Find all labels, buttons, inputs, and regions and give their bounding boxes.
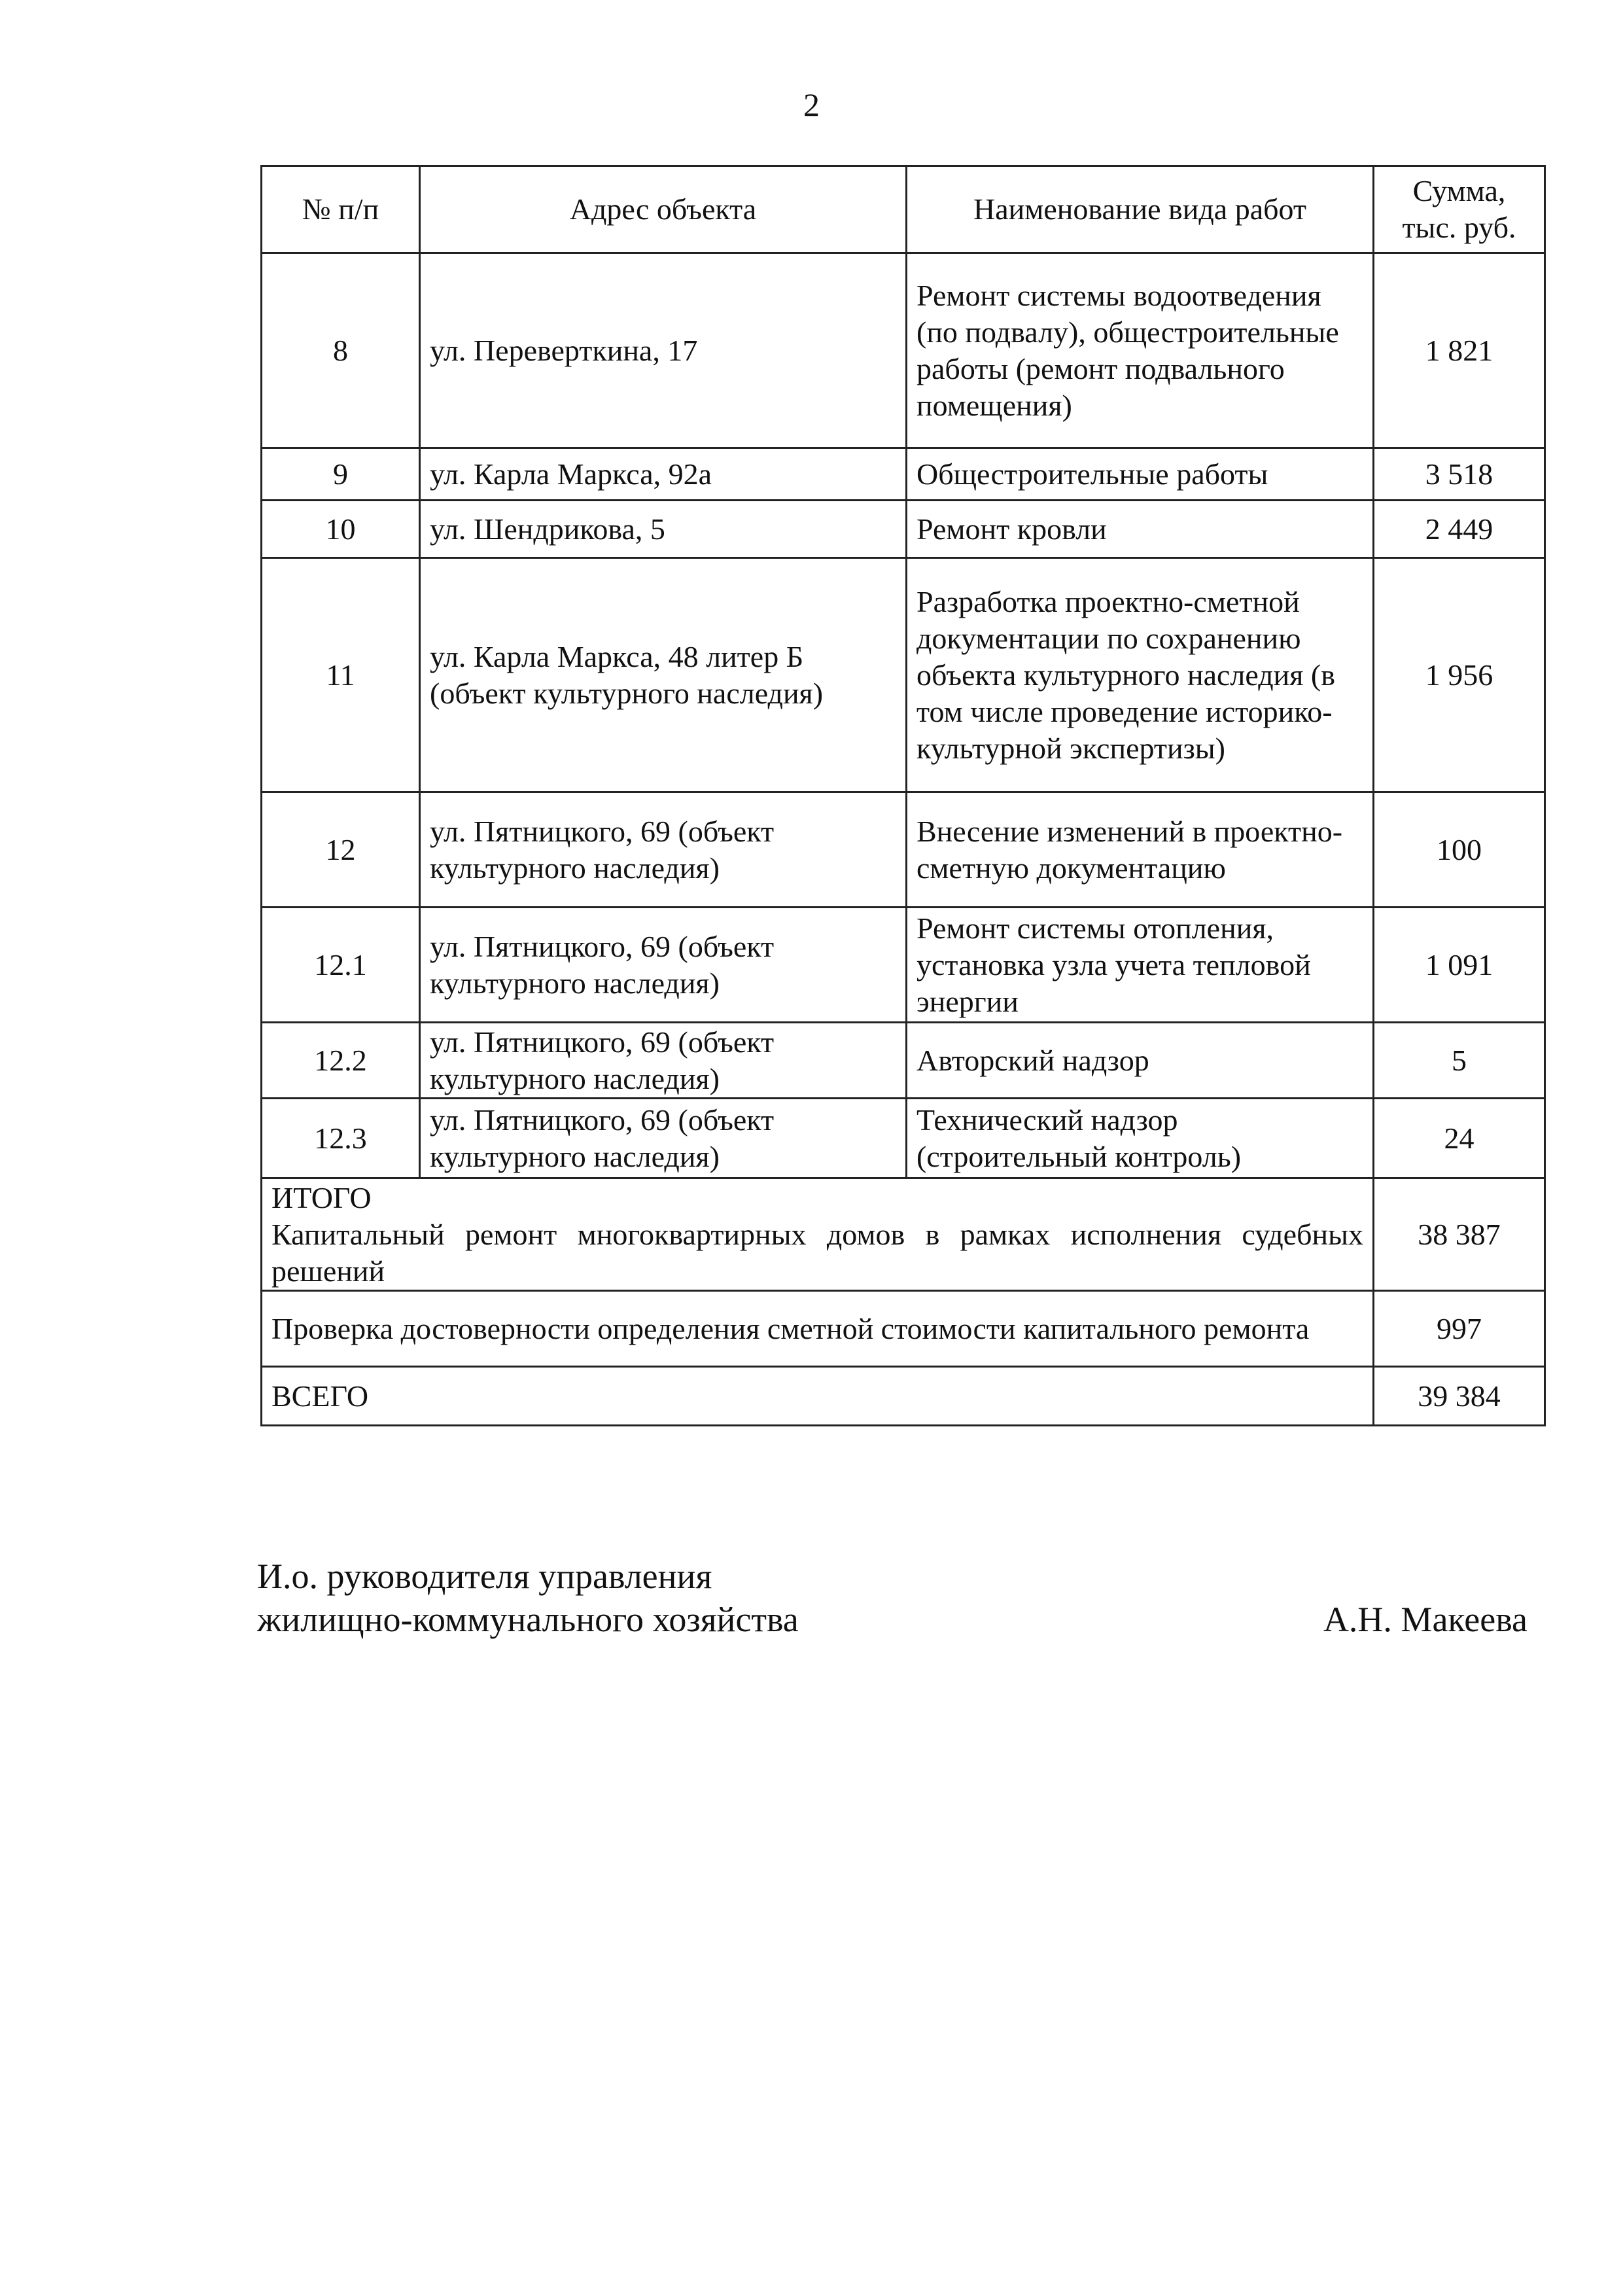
row-address: ул. Шендрикова, 5 (420, 501, 907, 558)
row-work: Ремонт системы водоотведения (по подвалу), общестроительные работы (ремонт подвального помещения) (907, 253, 1374, 448)
header-sum: Сумма, тыс. руб. (1374, 166, 1545, 253)
row-work: Ремонт кровли (907, 501, 1374, 558)
table-row (262, 792, 1545, 908)
row-sum: 3 518 (1374, 448, 1545, 501)
header-address: Адрес объекта (420, 166, 907, 253)
table-row (262, 558, 1545, 792)
check-row (262, 1291, 1545, 1367)
row-number: 11 (262, 558, 420, 792)
signature-position (257, 1555, 799, 1641)
row-address: ул. Карла Маркса, 92а (420, 448, 907, 501)
signature-name: А.Н. Макеева (1323, 1600, 1527, 1639)
signature-position-line1: И.о. руководителя управления (257, 1557, 712, 1596)
itogo-row (262, 1178, 1545, 1291)
row-work: Разработка проектно-сметной документации по сохранению объекта культурного наследия (в том числе проведение историко-культурной экспертизы) (907, 558, 1374, 792)
signature-position-line2: жилищно-коммунального хозяйства (257, 1600, 799, 1639)
table-row (262, 908, 1545, 1023)
table-header-row (262, 166, 1545, 253)
row-sum: 1 956 (1374, 558, 1545, 792)
itogo-title: ИТОГО (271, 1180, 372, 1214)
row-work: Общестроительные работы (907, 448, 1374, 501)
table-row (262, 1023, 1545, 1099)
row-number: 12.3 (262, 1099, 420, 1178)
row-address: ул. Пятницкого, 69 (объект культурного наследия) (420, 908, 907, 1023)
itogo-text: Капитальный ремонт многоквартирных домов в рамках исполнения судебных решений (271, 1217, 1363, 1288)
row-number: 9 (262, 448, 420, 501)
check-sum: 997 (1374, 1291, 1545, 1367)
row-sum: 5 (1374, 1023, 1545, 1099)
vsego-row (262, 1367, 1545, 1426)
row-sum: 1 821 (1374, 253, 1545, 448)
row-address: ул. Пятницкого, 69 (объект культурного наследия) (420, 1099, 907, 1178)
table-row (262, 501, 1545, 558)
table-row (262, 448, 1545, 501)
works-table (260, 165, 1546, 1426)
row-sum: 1 091 (1374, 908, 1545, 1023)
row-work: Ремонт системы отопления, установка узла учета тепловой энергии (907, 908, 1374, 1023)
vsego-label: ВСЕГО (262, 1367, 1374, 1426)
row-number: 12 (262, 792, 420, 908)
itogo-sum: 38 387 (1374, 1178, 1545, 1291)
header-work: Наименование вида работ (907, 166, 1374, 253)
row-number: 12.1 (262, 908, 420, 1023)
row-address: ул. Пятницкого, 69 (объект культурного наследия) (420, 792, 907, 908)
row-address: ул. Пятницкого, 69 (объект культурного наследия) (420, 1023, 907, 1099)
page-number: 2 (803, 86, 820, 123)
row-sum: 100 (1374, 792, 1545, 908)
check-text: Проверка достоверности определения сметной стоимости капитального ремонта (262, 1291, 1374, 1367)
row-work: Технический надзор (строительный контроль) (907, 1099, 1374, 1178)
row-work: Внесение изменений в проектно-сметную документацию (907, 792, 1374, 908)
row-address: ул. Переверткина, 17 (420, 253, 907, 448)
header-number: № п/п (262, 166, 420, 253)
vsego-sum: 39 384 (1374, 1367, 1545, 1426)
row-sum: 2 449 (1374, 501, 1545, 558)
itogo-cell (262, 1178, 1374, 1291)
table-row (262, 1099, 1545, 1178)
row-work: Авторский надзор (907, 1023, 1374, 1099)
row-number: 10 (262, 501, 420, 558)
row-number: 12.2 (262, 1023, 420, 1099)
row-sum: 24 (1374, 1099, 1545, 1178)
table-row (262, 253, 1545, 448)
row-number: 8 (262, 253, 420, 448)
row-address: ул. Карла Маркса, 48 литер Б (объект культурного наследия) (420, 558, 907, 792)
